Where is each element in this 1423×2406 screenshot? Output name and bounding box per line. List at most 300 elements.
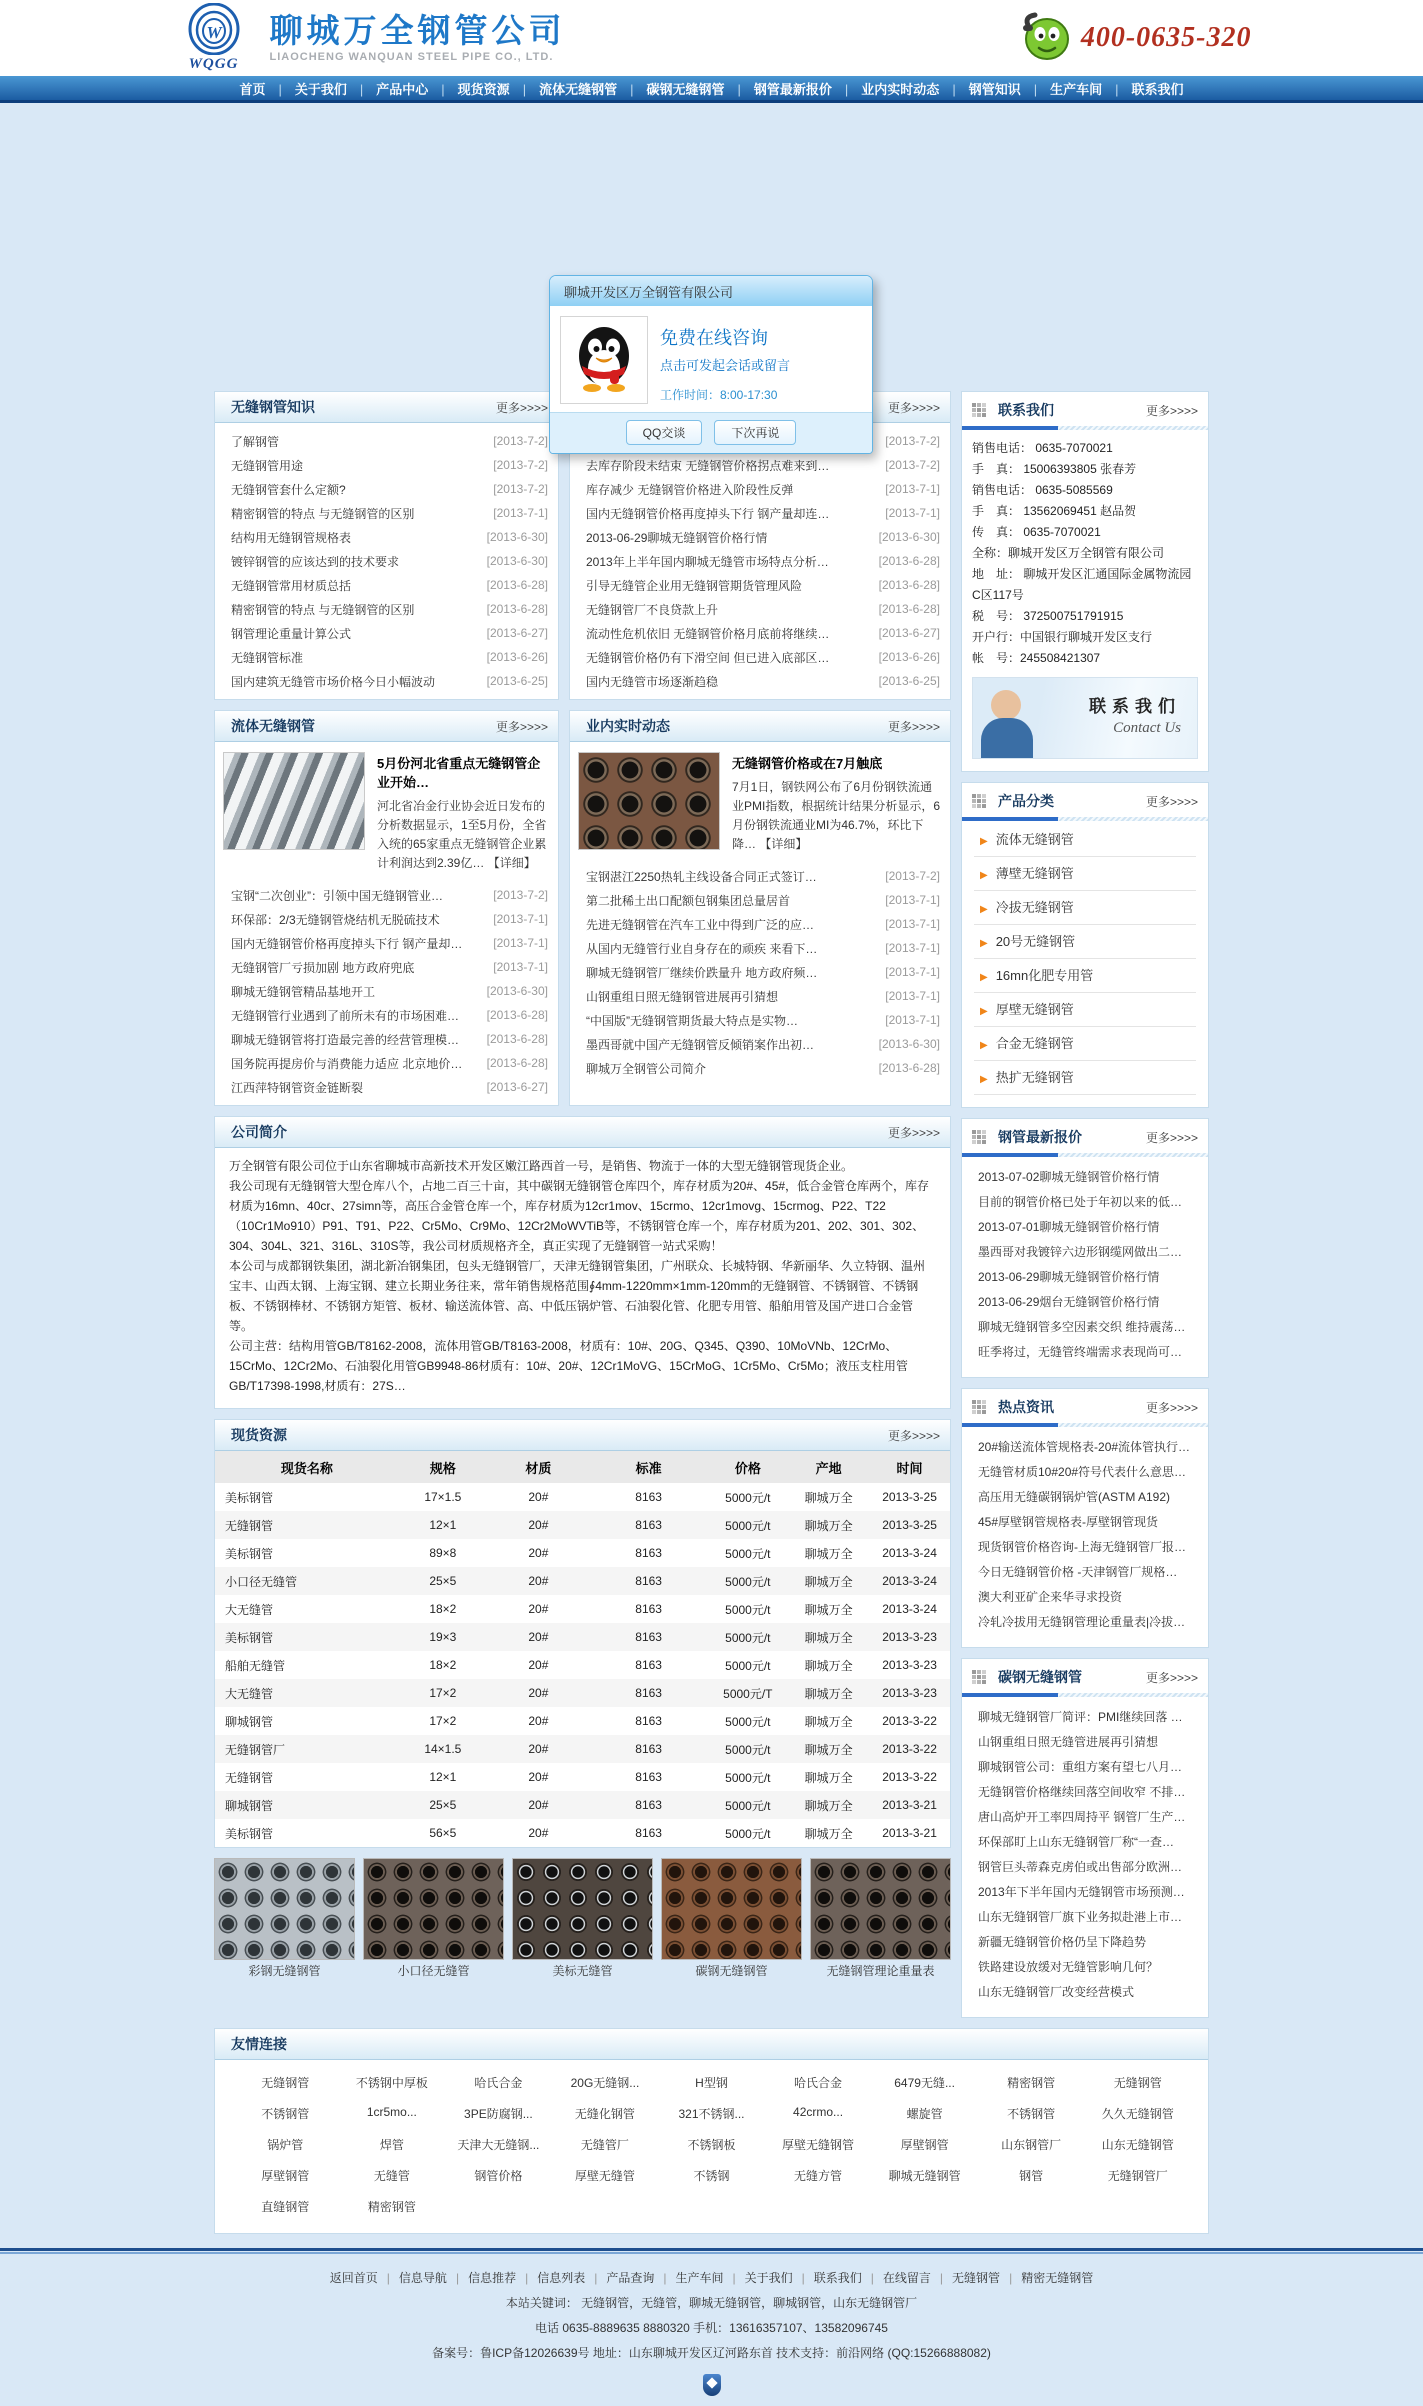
friend-link[interactable]: 厚壁钢管 [900, 2138, 949, 2152]
section-title: 无缝钢管知识 [231, 399, 315, 415]
category-label[interactable]: 冷拔无缝钢管 [995, 900, 1074, 915]
more-link[interactable]: 更多>>>> [1145, 403, 1198, 418]
carbon-item[interactable]: 环保部盯上山东无缝钢管厂称“一查… [978, 1835, 1174, 1849]
cell-spec: 12×1 [399, 1511, 487, 1539]
product-photo[interactable] [810, 1858, 951, 1960]
category-label[interactable]: 合金无缝钢管 [995, 1036, 1074, 1051]
news-title[interactable]: 墨西哥就中国产无缝钢管反倾销案作出初… [586, 1037, 815, 1052]
nav-item[interactable]: | 关于我们 [265, 79, 346, 98]
news-title[interactable]: 先进无缝钢管在汽车工业中得到广泛的应… [586, 917, 815, 932]
table-row[interactable] [215, 1679, 950, 1707]
friend-link[interactable]: 不锈钢 [693, 2169, 730, 2183]
nav-item[interactable]: | 联系我们 [1102, 79, 1183, 98]
more-link[interactable]: 更多>>>> [887, 1428, 940, 1443]
news-item[interactable] [576, 864, 944, 888]
news-item[interactable] [221, 429, 552, 453]
news-item[interactable] [221, 549, 552, 573]
table-row[interactable] [215, 1567, 950, 1595]
featured-photo[interactable] [223, 752, 365, 850]
news-title[interactable]: “中国版”无缝钢管期货最大特点是实物… [586, 1013, 798, 1028]
friend-link[interactable]: 42crmo... [793, 2105, 844, 2119]
table-row[interactable] [215, 1511, 950, 1539]
news-item[interactable] [576, 984, 944, 1008]
category-item[interactable] [974, 857, 1196, 891]
friend-link[interactable]: 直缝钢管 [261, 2200, 310, 2214]
panel-latest-quotes [961, 1118, 1209, 1378]
cell-name[interactable]: 聊城钢管 [225, 1714, 274, 1729]
category-item[interactable] [974, 959, 1196, 993]
category-item[interactable] [974, 1061, 1196, 1095]
news-item[interactable] [576, 912, 944, 936]
friend-link[interactable]: 山东钢管厂 [1001, 2138, 1062, 2152]
news-title[interactable]: 聊城无缝钢管精品基地开工 [231, 984, 376, 999]
news-title[interactable]: 精密钢管的特点 与无缝钢管的区别 [231, 506, 415, 521]
news-title[interactable]: 宝钢湛江2250热轧主线设备合同正式签订… [586, 869, 817, 884]
category-label[interactable]: 16mn化肥专用管 [995, 968, 1094, 983]
news-date: [2013-7-2] [493, 482, 548, 496]
more-link[interactable]: 更多>>>> [1145, 794, 1198, 809]
news-title[interactable]: 了解钢管 [231, 434, 280, 449]
quote-item[interactable]: 旺季将过，无缝管终端需求表现尚可… [978, 1345, 1183, 1359]
section-title: 现货资源 [231, 1427, 287, 1443]
friend-link[interactable]: 3PE防腐钢... [464, 2107, 533, 2121]
cell-date: 2013-3-22 [869, 1735, 950, 1763]
news-title[interactable]: 山钢重组日照无缝钢管进展再引猜想 [586, 989, 779, 1004]
news-title[interactable]: 流动性危机依旧 无缝钢管价格月底前将继续… [586, 626, 830, 641]
friend-link[interactable]: 精密钢管 [1007, 2076, 1056, 2090]
carbon-item[interactable]: 山东无缝钢管厂旗下业务拟赴港上市… [978, 1910, 1183, 1924]
friend-link[interactable]: 天津大无缝钢... [457, 2138, 540, 2152]
news-title[interactable]: 精密钢管的特点 与无缝钢管的区别 [231, 602, 415, 617]
friend-link[interactable]: 久久无缝钢管 [1101, 2107, 1174, 2121]
featured-photo[interactable] [578, 752, 720, 850]
photo-caption[interactable]: 无缝钢管理论重量表 [826, 1964, 935, 1978]
cell-spec: 17×1.5 [424, 1490, 462, 1504]
carbon-item[interactable]: 山东无缝钢管厂改变经营模式 [978, 1985, 1135, 1999]
panel-contact [961, 391, 1209, 772]
news-title[interactable]: 国内建筑无缝管市场价格今日小幅波动 [231, 674, 436, 689]
cell-date: 2013-3-21 [869, 1791, 950, 1819]
news-date: [2013-6-30] [486, 984, 548, 998]
footer-nav-item[interactable]: | 无缝钢管 [931, 2271, 1000, 2285]
news-item[interactable] [576, 645, 944, 669]
news-title[interactable]: 2013-06-29聊城无缝钢管价格行情 [586, 530, 768, 545]
carbon-item[interactable]: 山钢重组日照无缝管进展再引猜想 [978, 1735, 1159, 1749]
cell-price: 5000元/t [707, 1735, 788, 1763]
more-link[interactable]: 更多>>>> [1145, 1130, 1198, 1145]
photo-caption[interactable]: 美标无缝管 [552, 1964, 613, 1978]
news-item[interactable] [576, 936, 944, 960]
panel-hot-news [961, 1388, 1209, 1648]
nav-item[interactable]: | 流体无缝钢管 [510, 79, 617, 98]
cell-name[interactable]: 无缝钢管 [225, 1770, 274, 1785]
photo-caption[interactable]: 彩钢无缝钢管 [248, 1964, 321, 1978]
cell-name[interactable]: 船舶无缝管 [225, 1658, 286, 1673]
cell-spec: 18×2 [429, 1658, 457, 1672]
company-logo[interactable] [172, 3, 256, 73]
category-item[interactable] [974, 1027, 1196, 1061]
product-photo[interactable] [214, 1858, 355, 1960]
category-label[interactable]: 热扩无缝钢管 [995, 1070, 1074, 1085]
friend-link[interactable]: 聊城无缝钢管 [888, 2169, 961, 2183]
cell-standard: 8163 [590, 1679, 708, 1707]
cell-date: 2013-3-25 [882, 1490, 937, 1504]
cell-name[interactable]: 美标钢管 [225, 1490, 274, 1505]
footer-nav-item[interactable]: | 关于我们 [724, 2271, 793, 2285]
cell-price: 5000元/t [725, 1546, 771, 1561]
nav-item[interactable]: | 碳钢无缝钢管 [617, 79, 724, 98]
footer [0, 2254, 1423, 2406]
news-item[interactable] [221, 1075, 552, 1099]
hot-item[interactable]: 今日无缝钢管价格 -天津钢管厂规格… [978, 1565, 1178, 1579]
cell-origin: 聊城万全 [788, 1511, 869, 1539]
news-title[interactable]: 环保部：2/3无缝钢管烧结机无脱硫技术 [231, 912, 440, 927]
product-photo[interactable] [363, 1858, 504, 1960]
news-item[interactable] [576, 1056, 944, 1080]
panel-stock [214, 1419, 951, 1848]
news-title[interactable]: 宝钢“二次创业”：引领中国无缝钢管业… [231, 888, 443, 903]
friend-link[interactable]: 不锈钢管 [1007, 2107, 1056, 2121]
category-label[interactable]: 流体无缝钢管 [995, 832, 1074, 847]
friend-link[interactable]: 螺旋管 [906, 2107, 943, 2121]
friend-link[interactable]: 厚壁钢管 [261, 2169, 310, 2183]
news-date: [2013-7-1] [493, 936, 548, 950]
friend-link[interactable]: 无缝化钢管 [574, 2107, 635, 2121]
friend-link[interactable]: 钢管 [1019, 2169, 1044, 2183]
cell-origin: 聊城万全 [804, 1658, 853, 1673]
nav-item[interactable]: | 钢管最新报价 [725, 79, 832, 98]
table-row[interactable] [215, 1483, 950, 1511]
nav-item[interactable]: | 钢管知识 [939, 79, 1020, 98]
table-row[interactable] [215, 1623, 950, 1651]
section-title: 产品分类 [998, 793, 1054, 809]
news-title[interactable]: 钢管理论重量计算公式 [231, 626, 352, 641]
carbon-item[interactable]: 钢管巨头蒂森克虏伯或出售部分欧洲… [978, 1860, 1183, 1874]
news-item[interactable] [576, 453, 944, 477]
news-title[interactable]: 江西萍特钢管资金链断裂 [231, 1080, 364, 1095]
friend-link[interactable]: 焊管 [379, 2138, 404, 2152]
friend-link[interactable]: 锅炉管 [267, 2138, 304, 2152]
quote-item[interactable]: 2013-06-29聊城无缝钢管价格行情 [978, 1270, 1160, 1284]
news-item[interactable] [576, 501, 944, 525]
news-item[interactable] [576, 525, 944, 549]
friend-link[interactable]: 钢管价格 [474, 2169, 523, 2183]
hot-item[interactable]: 澳大利亚矿企来华寻求投资 [978, 1590, 1123, 1604]
news-item[interactable] [576, 621, 944, 645]
news-item[interactable] [221, 621, 552, 645]
panel-friend-links [214, 2028, 1209, 2234]
news-title[interactable]: 无缝钢管标准 [231, 650, 304, 665]
cell-name[interactable]: 聊城钢管 [215, 1791, 399, 1819]
product-photo[interactable] [661, 1858, 802, 1960]
hot-item[interactable]: 现货钢管价格咨询-上海无缝钢管厂报… [978, 1540, 1186, 1554]
news-item[interactable] [221, 1051, 552, 1075]
cell-name[interactable]: 美标钢管 [215, 1623, 399, 1651]
news-item[interactable] [221, 477, 552, 501]
category-item[interactable] [974, 993, 1196, 1027]
news-title[interactable]: 聊城无缝钢管厂继续价跌量升 地方政府频… [586, 965, 818, 980]
footer-nav-item[interactable]: | 联系我们 [793, 2271, 862, 2285]
category-item[interactable] [974, 823, 1196, 857]
nav-item[interactable]: | 生产车间 [1021, 79, 1102, 98]
news-title[interactable]: 从国内无缝管行业自身存在的顽疾 来看下… [586, 941, 818, 956]
cell-name[interactable]: 美标钢管 [225, 1546, 274, 1561]
arrow-icon: ▶ [980, 938, 988, 949]
hot-item[interactable]: 无缝管材质10#20#符号代表什么意思… [978, 1465, 1187, 1479]
cell-name[interactable]: 无缝钢管厂 [215, 1735, 399, 1763]
news-item[interactable] [576, 1032, 944, 1056]
gallery-item[interactable] [214, 1858, 355, 1982]
news-title[interactable]: 聊城无缝钢管将打造最完善的经营管理模… [231, 1032, 460, 1047]
column-header: 规格 [399, 1451, 487, 1483]
news-item[interactable] [221, 931, 552, 955]
news-title[interactable]: 无缝钢管常用材质总括 [231, 578, 352, 593]
news-date: [2013-7-1] [885, 917, 940, 931]
footer-nav-item[interactable]: | 精密无缝钢管 [1000, 2271, 1093, 2285]
cell-date: 2013-3-24 [869, 1567, 950, 1595]
category-label[interactable]: 薄壁无缝钢管 [995, 866, 1074, 881]
carbon-item[interactable]: 聊城无缝钢管厂简评：PMI继续回落 … [978, 1710, 1183, 1724]
news-title[interactable]: 国内无缝管市场逐渐趋稳 [586, 674, 719, 689]
table-row[interactable] [215, 1735, 950, 1763]
news-item[interactable] [221, 501, 552, 525]
hot-item[interactable]: 20#输送流体管规格表-20#流体管执行… [978, 1440, 1191, 1454]
cell-material: 20# [528, 1546, 549, 1560]
quote-item[interactable]: 2013-07-01聊城无缝钢管价格行情 [978, 1220, 1160, 1234]
popup-title: 聊城开发区万全钢管有限公司 [564, 284, 734, 300]
agent-avatar-body [981, 718, 1033, 758]
featured-title[interactable]: 5月份河北省重点无缝钢管企业开始… [377, 756, 541, 790]
section-title: 友情连接 [231, 2036, 287, 2052]
category-label[interactable]: 20号无缝钢管 [995, 934, 1076, 949]
news-item[interactable] [576, 1008, 944, 1032]
news-title[interactable]: 2013年上半年国内聊城无缝管市场特点分析… [586, 554, 829, 569]
news-date: [2013-7-1] [885, 1013, 940, 1027]
friend-link[interactable]: 哈氏合金 [794, 2076, 843, 2090]
news-title[interactable]: 库存减少 无缝钢管价格进入阶段性反弹 [586, 482, 794, 497]
section-title: 热点资讯 [998, 1399, 1054, 1415]
news-title[interactable]: 无缝钢管价格仍有下滑空间 但已进入底部区… [586, 650, 830, 665]
news-item[interactable] [576, 888, 944, 912]
quote-item[interactable]: 目前的钢管价格已处于年初以来的低… [978, 1195, 1183, 1209]
friend-link[interactable]: 6479无缝... [894, 2076, 955, 2090]
nav-item[interactable]: 首页 [239, 81, 266, 97]
news-date: [2013-6-30] [486, 530, 548, 544]
friend-link[interactable]: 无缝钢管 [261, 2076, 310, 2090]
news-title[interactable]: 引导无缝管企业用无缝钢管期货管理风险 [586, 578, 803, 593]
friend-link[interactable]: 无缝方管 [794, 2169, 843, 2183]
friend-link[interactable]: 1cr5mo... [366, 2105, 417, 2119]
site-badge-icon[interactable] [703, 2374, 721, 2396]
news-item[interactable] [576, 669, 944, 693]
friend-link[interactable]: 无缝钢管厂 [1107, 2169, 1168, 2183]
top-header [0, 0, 1423, 76]
grid-icon [972, 794, 986, 808]
news-item[interactable] [576, 960, 944, 984]
hotline-number: 400-0635-320 [1080, 22, 1252, 53]
news-title[interactable]: 无缝钢管套什么定额? [231, 482, 346, 497]
carbon-item[interactable]: 唐山高炉开工率四周持平 钢管厂生产… [978, 1810, 1186, 1824]
cell-name[interactable]: 大无缝管 [215, 1679, 399, 1707]
friend-link[interactable]: H型钢 [695, 2076, 728, 2090]
category-label[interactable]: 厚壁无缝钢管 [995, 1002, 1074, 1017]
news-item[interactable] [221, 525, 552, 549]
more-link[interactable]: 更多>>>> [887, 719, 940, 734]
carbon-item[interactable]: 无缝钢管价格继续回落空间收窄 不排… [978, 1785, 1186, 1799]
cell-name[interactable]: 大无缝管 [225, 1602, 274, 1617]
news-title[interactable]: 无缝钢管厂不良贷款上升 [586, 602, 719, 617]
news-title[interactable]: 聊城万全钢管公司简介 [586, 1061, 707, 1076]
footer-nav-item[interactable]: | 生产车间 [654, 2271, 723, 2285]
more-link[interactable]: 更多>>>> [1145, 1670, 1198, 1685]
news-item[interactable] [221, 573, 552, 597]
gallery-item[interactable] [512, 1858, 653, 1982]
news-date: [2013-7-2] [493, 888, 548, 902]
contact-photo[interactable] [972, 677, 1198, 759]
news-item[interactable] [221, 1003, 552, 1027]
quote-item[interactable]: 墨西哥对我镀锌六边形钢缆网做出二… [978, 1245, 1183, 1259]
grid-icon [972, 1400, 986, 1414]
more-link[interactable]: 更多>>>> [495, 400, 548, 415]
nav-item[interactable]: | 现货资源 [428, 79, 509, 98]
more-link[interactable]: 更多>>>> [887, 1125, 940, 1140]
friend-link[interactable]: 哈氏合金 [474, 2076, 523, 2090]
more-link[interactable]: 更多>>>> [495, 719, 548, 734]
friend-link[interactable]: 精密钢管 [367, 2200, 416, 2214]
news-title[interactable]: 无缝钢管行业遇到了前所未有的市场困难… [231, 1008, 460, 1023]
cell-origin: 聊城万全 [804, 1770, 853, 1785]
news-date: [2013-7-1] [885, 965, 940, 979]
news-item[interactable] [221, 669, 552, 693]
friend-link[interactable]: 不锈钢中厚板 [355, 2076, 428, 2090]
news-item[interactable] [221, 645, 552, 669]
category-item[interactable] [974, 925, 1196, 959]
news-item[interactable] [576, 597, 944, 621]
hot-item[interactable]: 45#厚壁钢管规格表-厚壁钢管现货 [978, 1515, 1159, 1529]
news-title[interactable]: 无缝钢管用途 [231, 458, 304, 473]
news-item[interactable] [221, 883, 552, 907]
qq-avatar [560, 316, 648, 404]
news-item[interactable] [221, 907, 552, 931]
carbon-item[interactable]: 铁路建设放缓对无缝管影响几何？ [978, 1960, 1159, 1974]
cell-date: 2013-3-23 [882, 1658, 937, 1672]
carbon-item[interactable]: 2013年下半年国内无缝钢管市场预测… [978, 1885, 1185, 1899]
contact-line: 全称：聊城开发区万全钢管有限公司 [972, 546, 1165, 560]
carbon-item[interactable]: 聊城钢管公司：重组方案有望七八月… [978, 1760, 1183, 1774]
cell-price: 5000元/t [725, 1770, 771, 1785]
more-link[interactable]: 更多>>>> [887, 400, 940, 415]
news-item[interactable] [576, 477, 944, 501]
hot-item[interactable]: 冷轧冷拔用无缝钢管理论重量表|冷拔… [978, 1615, 1186, 1629]
quote-item[interactable]: 聊城无缝钢管多空因素交织 维持震荡… [978, 1320, 1186, 1334]
cell-standard: 8163 [635, 1546, 662, 1560]
cell-name[interactable]: 无缝钢管 [215, 1511, 399, 1539]
news-date: [2013-6-27] [486, 626, 548, 640]
news-title[interactable]: 去库存阶段未结束 无缝钢管价格拐点难来到… [586, 458, 830, 473]
gallery-item[interactable] [363, 1858, 504, 1982]
news-title[interactable]: 国内无缝钢管价格再度掉头下行 钢产量却… [231, 936, 463, 951]
news-title[interactable]: 无缝钢管厂亏损加剧 地方政府兜底 [231, 960, 415, 975]
later-button[interactable]: 下次再说 [714, 420, 796, 445]
news-item[interactable] [221, 955, 552, 979]
news-item[interactable] [221, 597, 552, 621]
footer-nav-item[interactable]: | 信息列表 [516, 2271, 585, 2285]
cell-material: 20# [487, 1735, 590, 1763]
quote-item[interactable]: 2013-07-02聊城无缝钢管价格行情 [978, 1170, 1160, 1184]
news-item[interactable] [576, 549, 944, 573]
news-item[interactable] [576, 573, 944, 597]
friend-link[interactable]: 厚壁无缝钢管 [782, 2138, 855, 2152]
category-item[interactable] [974, 891, 1196, 925]
cell-standard: 8163 [635, 1770, 662, 1784]
footer-nav-item[interactable]: 返回首页 [329, 2271, 378, 2285]
friend-link[interactable]: 厚壁无缝管 [574, 2169, 635, 2183]
cell-price: 5000元/t [725, 1658, 771, 1673]
product-photo[interactable] [512, 1858, 653, 1960]
news-title[interactable]: 国务院再提房价与消费能力适应 北京地价… [231, 1056, 463, 1071]
quote-item[interactable]: 2013-06-29烟台无缝钢管价格行情 [978, 1295, 1160, 1309]
table-row[interactable] [215, 1539, 950, 1567]
news-title[interactable]: 第二批稀土出口配额包钢集团总量居首 [586, 893, 791, 908]
more-link[interactable]: 更多>>>> [1145, 1400, 1198, 1415]
carbon-item[interactable]: 新疆无缝钢管价格仍呈下降趋势 [978, 1935, 1147, 1949]
qq-chat-button[interactable]: QQ交谈 [626, 420, 703, 445]
friend-link[interactable]: 无缝管 [373, 2169, 410, 2183]
table-row[interactable] [215, 1595, 950, 1623]
nav-item[interactable]: | 产品中心 [347, 79, 428, 98]
news-title[interactable]: 结构用无缝钢管规格表 [231, 530, 352, 545]
table-row[interactable] [215, 1819, 950, 1847]
news-item[interactable] [221, 453, 552, 477]
news-title[interactable]: 国内无缝钢管价格再度掉头下行 钢产量却连… [586, 506, 830, 521]
footer-nav-item[interactable]: | 信息导航 [378, 2271, 447, 2285]
gallery-item[interactable] [661, 1858, 802, 1982]
news-title[interactable]: 镀锌钢管的应该达到的技术要求 [231, 554, 400, 569]
cell-material: 20# [528, 1658, 549, 1672]
cell-spec: 25×5 [399, 1791, 487, 1819]
table-row[interactable] [215, 1763, 950, 1791]
footer-nav-item[interactable]: | 产品查询 [585, 2271, 654, 2285]
table-row[interactable] [215, 1707, 950, 1735]
friend-link[interactable]: 无缝钢管 [1113, 2076, 1162, 2090]
cell-name[interactable]: 美标钢管 [225, 1826, 274, 1841]
news-date: [2013-7-2] [885, 869, 940, 883]
cell-date: 2013-3-22 [882, 1714, 937, 1728]
photo-caption[interactable]: 小口径无缝管 [397, 1964, 470, 1978]
table-row[interactable] [215, 1791, 950, 1819]
hot-item[interactable]: 高压用无缝碳钢锅炉管(ASTM A192) [978, 1490, 1171, 1504]
cell-name[interactable]: 小口径无缝管 [215, 1567, 399, 1595]
featured-title[interactable]: 无缝钢管价格或在7月触底 [732, 756, 883, 771]
footer-nav-item[interactable]: | 在线留言 [862, 2271, 931, 2285]
friend-link[interactable]: 无缝管厂 [580, 2138, 629, 2152]
news-item[interactable] [221, 1027, 552, 1051]
qq-penguin-icon [568, 322, 640, 399]
nav-item[interactable]: | 业内实时动态 [832, 79, 939, 98]
friend-link[interactable]: 不锈钢管 [261, 2107, 310, 2121]
footer-nav-item[interactable]: | 信息推荐 [447, 2271, 516, 2285]
friend-link[interactable]: 321不锈钢... [678, 2107, 745, 2121]
friend-link[interactable]: 山东无缝钢管 [1101, 2138, 1174, 2152]
photo-caption[interactable]: 碳钢无缝钢管 [695, 1964, 768, 1978]
news-date: [2013-6-27] [486, 1080, 548, 1094]
friend-link[interactable]: 不锈钢板 [687, 2138, 736, 2152]
table-row[interactable] [215, 1651, 950, 1679]
section-title: 流体无缝钢管 [231, 718, 315, 734]
news-item[interactable] [221, 979, 552, 1003]
friend-link[interactable]: 20G无缝钢... [570, 2076, 640, 2090]
gallery-item[interactable] [810, 1858, 951, 1982]
